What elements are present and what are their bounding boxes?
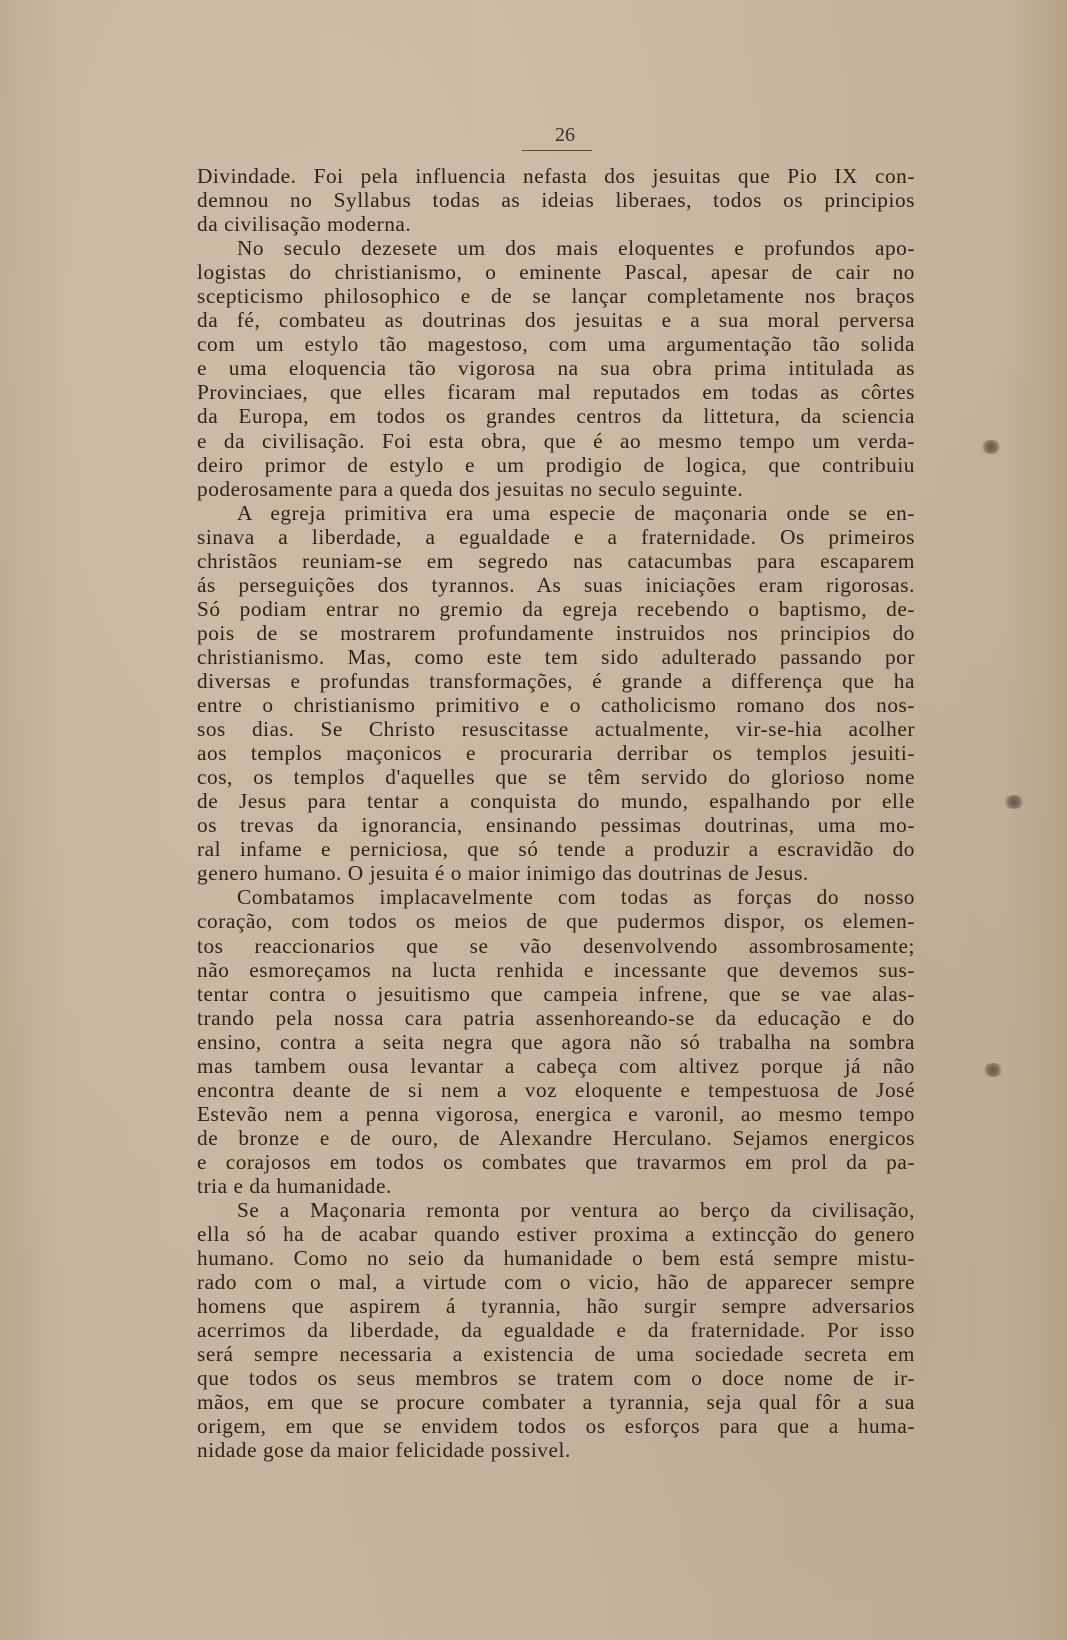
text-line: da fé, combateu as doutrinas dos jesuitas e a sua moral perversa <box>197 308 915 333</box>
text-line: trando pela nossa cara patria assenhoreando-se da educação e do <box>197 1005 915 1030</box>
text-line: origem, em que se envidem todos os esforços para que a huma- <box>197 1414 915 1439</box>
text-line: que todos os seus membros se tratem com o doce nome de ir- <box>197 1366 915 1391</box>
text-line: Provinciaes, que elles ficaram mal reputados em todas as côrtes <box>197 380 915 405</box>
body-text <box>197 164 915 1463</box>
ink-blot-mark <box>980 440 1002 454</box>
text-line: acerrimos da liberdade, da egualdade e da fraternidade. Por isso <box>197 1318 915 1343</box>
text-line: não esmoreçamos na lucta renhida e incessante que devemos sus- <box>197 957 915 982</box>
text-line: christianismo. Mas, como este tem sido adulterado passando por <box>197 644 915 669</box>
text-line: e da civilisação. Foi esta obra, que é ao mesmo tempo um verda- <box>197 428 915 453</box>
text-line: com um estylo tão magestoso, com uma argumentação tão solida <box>197 332 915 357</box>
text-line: poderosamente para a queda dos jesuitas no seculo seguinte. <box>197 476 744 501</box>
text-line: Estevão nem a penna vigorosa, energica e varonil, ao mesmo tempo <box>197 1101 915 1126</box>
text-line: rado com o mal, a virtude com o vicio, hão de apparecer sempre <box>197 1270 915 1295</box>
paragraph <box>197 164 915 236</box>
text-line: Só podiam entrar no gremio da egreja recebendo o baptismo, de- <box>197 596 915 621</box>
text-line: de bronze e de ouro, de Alexandre Herculano. Sejamos energicos <box>197 1125 915 1150</box>
text-line: sos dias. Se Christo resuscitasse actualmente, vir-se-hia acolher <box>197 717 915 742</box>
text-line: demnou no Syllabus todas as ideias liberaes, todos os principios <box>197 188 915 213</box>
text-line: scepticismo philosophico e de se lançar completamente nos braços <box>197 284 915 309</box>
ink-blot-mark <box>982 1063 1004 1077</box>
paragraph <box>197 501 915 886</box>
text-line: ral infame e perniciosa, que só tende a produzir a escravidão do <box>197 837 915 862</box>
page-number: 26 <box>555 124 575 146</box>
paragraph <box>197 236 915 501</box>
text-line: A egreja primitiva era uma especie de maçonaria onde se en- <box>237 500 915 525</box>
text-line: ás perseguições dos tyrannos. As suas iniciações eram rigorosas. <box>197 572 915 597</box>
text-line: Combatamos implacavelmente com todas as forças do nosso <box>237 885 915 910</box>
text-line: diversas e profundas transformações, é grande a differença que ha <box>197 668 915 693</box>
text-line: os trevas da ignorancia, ensinando pessimas doutrinas, uma mo- <box>197 813 915 838</box>
paragraph <box>197 1198 915 1463</box>
text-line: será sempre necessaria a existencia de uma sociedade secreta em <box>197 1342 915 1367</box>
text-line: tos reaccionarios que se vão desenvolvendo assombrosamente; <box>197 933 915 958</box>
text-line: tentar contra o jesuitismo que campeia infrene, que se vae alas- <box>197 981 915 1006</box>
text-line: tria e da humanidade. <box>197 1173 392 1198</box>
text-line: aos templos maçonicos e procuraria derribar os templos jesuiti- <box>197 741 915 766</box>
text-line: Se a Maçonaria remonta por ventura ao berço da civilisação, <box>237 1198 915 1223</box>
text-line: de Jesus para tentar a conquista do mundo, espalhando por elle <box>197 789 915 814</box>
text-line: christãos reuniam-se em segredo nas catacumbas para escaparem <box>197 548 915 573</box>
text-line: encontra deante de si nem a voz eloquente e tempestuosa de José <box>197 1077 915 1102</box>
text-line: logistas do christianismo, o eminente Pascal, apesar de cair no <box>197 260 915 285</box>
text-line: ella só ha de acabar quando estiver proxima a extincção do genero <box>197 1222 915 1247</box>
text-line: da civilisação moderna. <box>197 212 412 237</box>
text-line: mas tambem ousa levantar a cabeça com altivez porque já não <box>197 1053 915 1078</box>
paragraph <box>197 885 915 1198</box>
text-line: humano. Como no seio da humanidade o bem está sempre mistu- <box>197 1246 915 1271</box>
text-line: No seculo dezesete um dos mais eloquentes e profundos apo- <box>237 236 915 261</box>
text-line: deiro primor de estylo e um prodigio de logica, que contribuiu <box>197 452 915 477</box>
text-line: mãos, em que se procure combater a tyrannia, seja qual fôr a sua <box>197 1390 915 1415</box>
text-line: da Europa, em todos os grandes centros da littetura, da sciencia <box>197 404 915 429</box>
text-line: cos, os templos d'aquelles que se têm servido do glorioso nome <box>197 765 915 790</box>
header-rule <box>522 150 592 151</box>
text-line: entre o christianismo primitivo e o catholicismo romano dos nos- <box>197 693 915 718</box>
text-line: Divindade. Foi pela influencia nefasta dos jesuitas que Pio IX con- <box>197 164 915 188</box>
text-line: e corajosos em todos os combates que travarmos em prol da pa- <box>197 1149 915 1174</box>
text-line: nidade gose da maior felicidade possivel. <box>197 1438 571 1463</box>
ink-blot-mark <box>1003 795 1025 809</box>
text-line: pois de se mostrarem profundamente instruidos nos principios do <box>197 620 915 645</box>
text-line: sinava a liberdade, a egualdade e a fraternidade. Os primeiros <box>197 524 915 549</box>
text-line: ensino, contra a seita negra que agora não só trabalha na sombra <box>197 1029 915 1054</box>
text-line: genero humano. O jesuita é o maior inimigo das doutrinas de Jesus. <box>197 861 809 886</box>
text-line: homens que aspirem á tyrannia, hão surgir sempre adversarios <box>197 1294 915 1319</box>
text-line: e uma eloquencia tão vigorosa na sua obra prima intitulada as <box>197 356 915 381</box>
text-line: coração, com todos os meios de que pudermos dispor, os elemen- <box>197 909 915 934</box>
